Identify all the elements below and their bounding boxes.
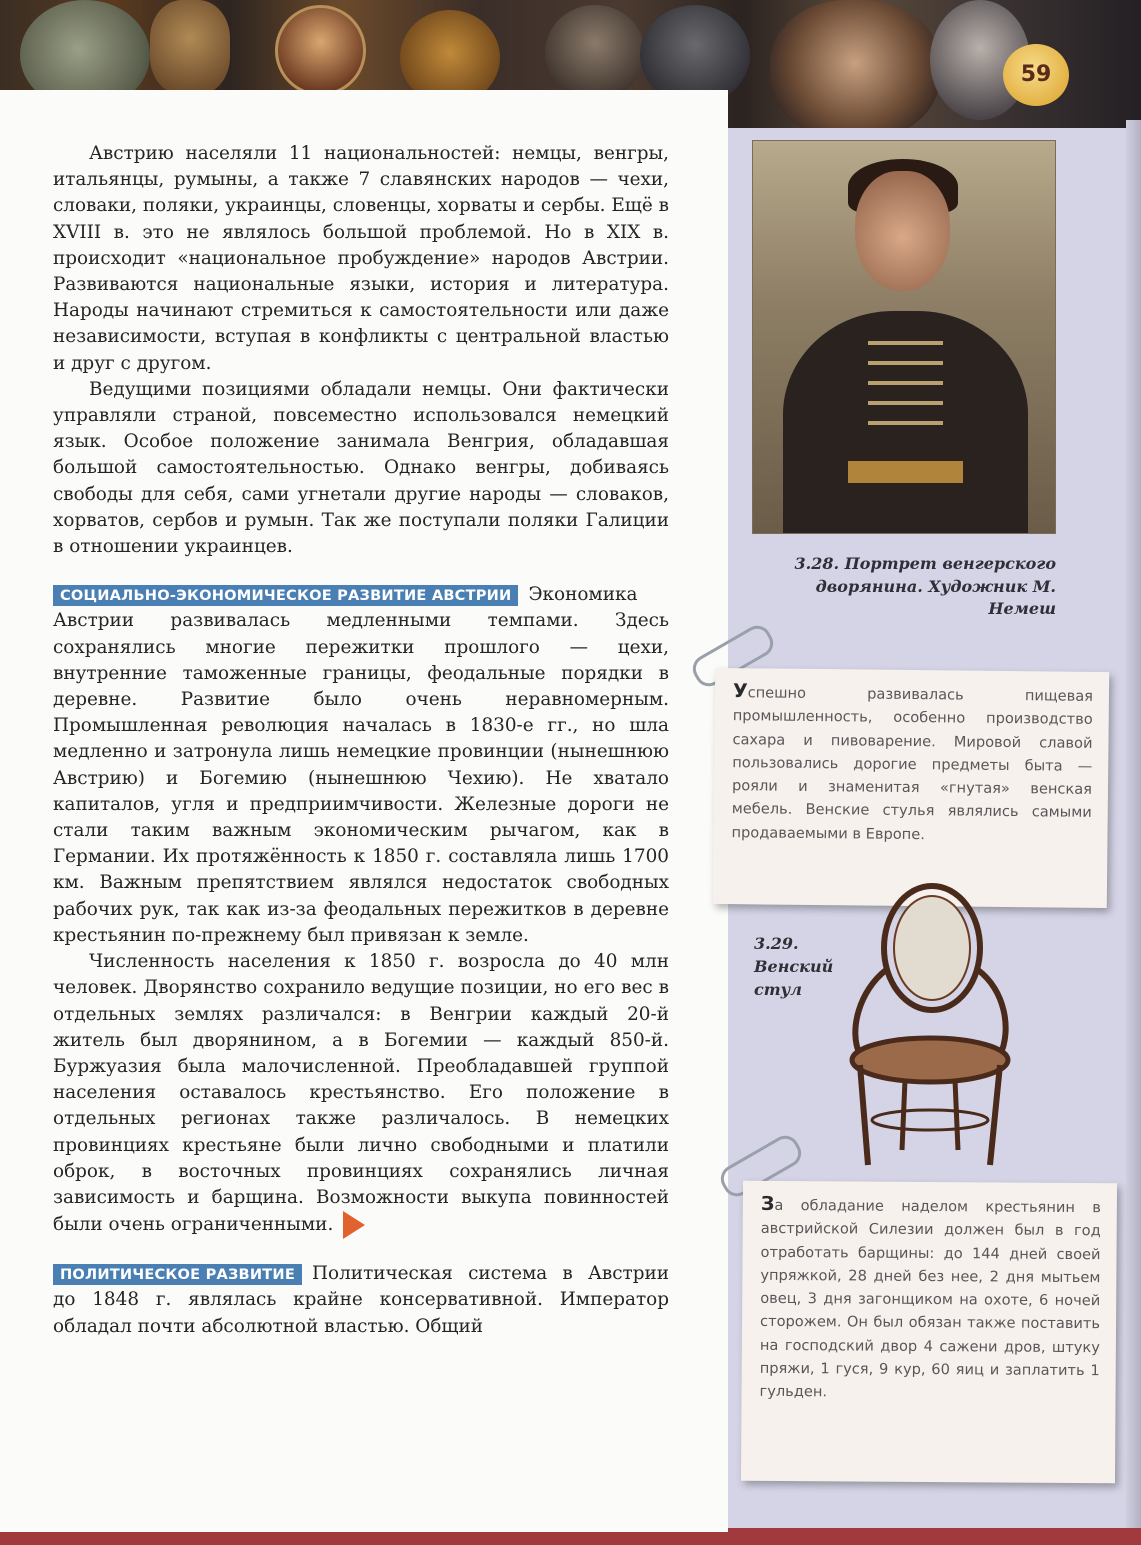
paragraph: Австрию населяли 11 национальностей: немцы, венгры, итальянцы, румыны, а также 7 славянских народов — чехи, словаки, поляки, украинцы, словенцы, хорваты и сербы. Ещё в XVIII в. это не являлось большой проблемой. Но в XIX в. происходит «национальное пробуждение» народов Австрии. Развиваются национальные языки, история и литература. Народы начинают стремиться к самостоятельности или даже независимости, вступая в конфликты с центральной властью и друг с другом. — [53, 143, 669, 374]
paragraph: Ведущими позициями обладали немцы. Они фактически управляли страной, повсеместно использовался немецкий язык. Особое положение занимала Венгрия, обладавшая большой самостоятельностью. Однако венгры, добиваясь свободы для себя, сами угнетали другие народы — словаков, хорватов, сербов и румын. Так же поступали поляки Галиции в отношении украинцев. — [53, 378, 669, 558]
paragraph — [53, 582, 669, 949]
paragraph — [53, 949, 669, 1239]
note-text: спешно развивалась пищевая промышленность, особенно производство сахара и пивоварение. Мировой славой пользовались дорогие предметы быта — рояли и знаменитая «гнутая» венская мебель. Венские стулья являлись самыми продаваемыми в Европе. — [731, 684, 1094, 843]
page-number: 59 — [1003, 44, 1069, 106]
paragraph — [53, 1261, 669, 1340]
portrait-thumbnail — [275, 5, 366, 96]
figure-caption: 3.29. Венский стул — [754, 934, 834, 999]
section-heading: СОЦИАЛЬНО-ЭКОНОМИЧЕСКОЕ РАЗВИТИЕ АВСТРИИ — [53, 585, 518, 606]
portrait-thumbnail — [545, 5, 645, 100]
drop-cap: З — [760, 1192, 775, 1215]
portrait-thumbnail — [150, 0, 230, 95]
paragraph-text: Численность населения к 1850 г. возросла до 40 млн человек. Дворянство сохранило ведущие позиции, но его вес в отдельных землях различался: в Венгрии каждый 20-й житель был дворянином, а в Богемии — каждый 850-й. Буржуазия была малочисленной. Преобладавшей группой населения оставалось крестьянство. Его положение в отдельных регионах также различалось. В немецких провинциях крестьяне были лично свободными и платили оброк, в восточных провинциях сохранялись личная зависимость и барщина. Возможности выкупа повинностей были очень ограниченными. — [53, 951, 669, 1236]
paragraph-text: Экономика Австрии развивалась медленными темпами. Здесь сохранялись многие пережитки прошлого — цехи, внутренние таможенные границы, феодальные порядки в деревне. Развитие было очень неравномерным. Промышленная революция началась в 1830-е гг., но шла медленно и затронула лишь немецкие провинции (нынешнюю Австрию) и Богемию (нынешнюю Чехию). Не хватало капиталов, угля и предприимчивости. Железные дороги не стали таким важным экономическим рычагом, как в Германии. Их протяжённость к 1850 г. составляла лишь 1700 км. Важным препятствием являлся недостаток свободных рабочих рук, так как из-за феодальных пережитков в деревне крестьянин по-прежнему был привязан к земле. — [53, 584, 669, 946]
arrow-right-icon[interactable] — [343, 1211, 365, 1239]
drop-cap: У — [732, 680, 748, 703]
main-text — [53, 141, 669, 1340]
page-edge — [1126, 120, 1141, 1545]
portrait-thumbnail — [770, 0, 940, 140]
note-box — [713, 668, 1109, 908]
note-box — [741, 1181, 1117, 1484]
section-heading: ПОЛИТИЧЕСКОЕ РАЗВИТИЕ — [53, 1264, 302, 1285]
paragraph-text: Политическая система в Австрии до 1848 г. являлась крайне консервативной. Император обладал почти абсолютной властью. Общий — [53, 1263, 669, 1337]
note-text: а обладание наделом крестьянин в австрийской Силезии должен был в год отработать барщины: до 144 дней своей упряжкой, 28 дней без нее, 2 дня мытьем овец, 3 дня загонщиком на охоте, 6 ночей сторожем. Он был обязан также поставить на господский двор 4 сажени дров, штуку пряжи, 1 гуся, 9 кур, 60 яиц и заплатить 1 гульден. — [759, 1196, 1101, 1401]
portrait-image — [752, 140, 1056, 534]
chair-image — [840, 880, 1020, 1170]
figure-caption: 3.28. Портрет венгерского дворянина. Художник М. Немеш — [794, 554, 1056, 618]
